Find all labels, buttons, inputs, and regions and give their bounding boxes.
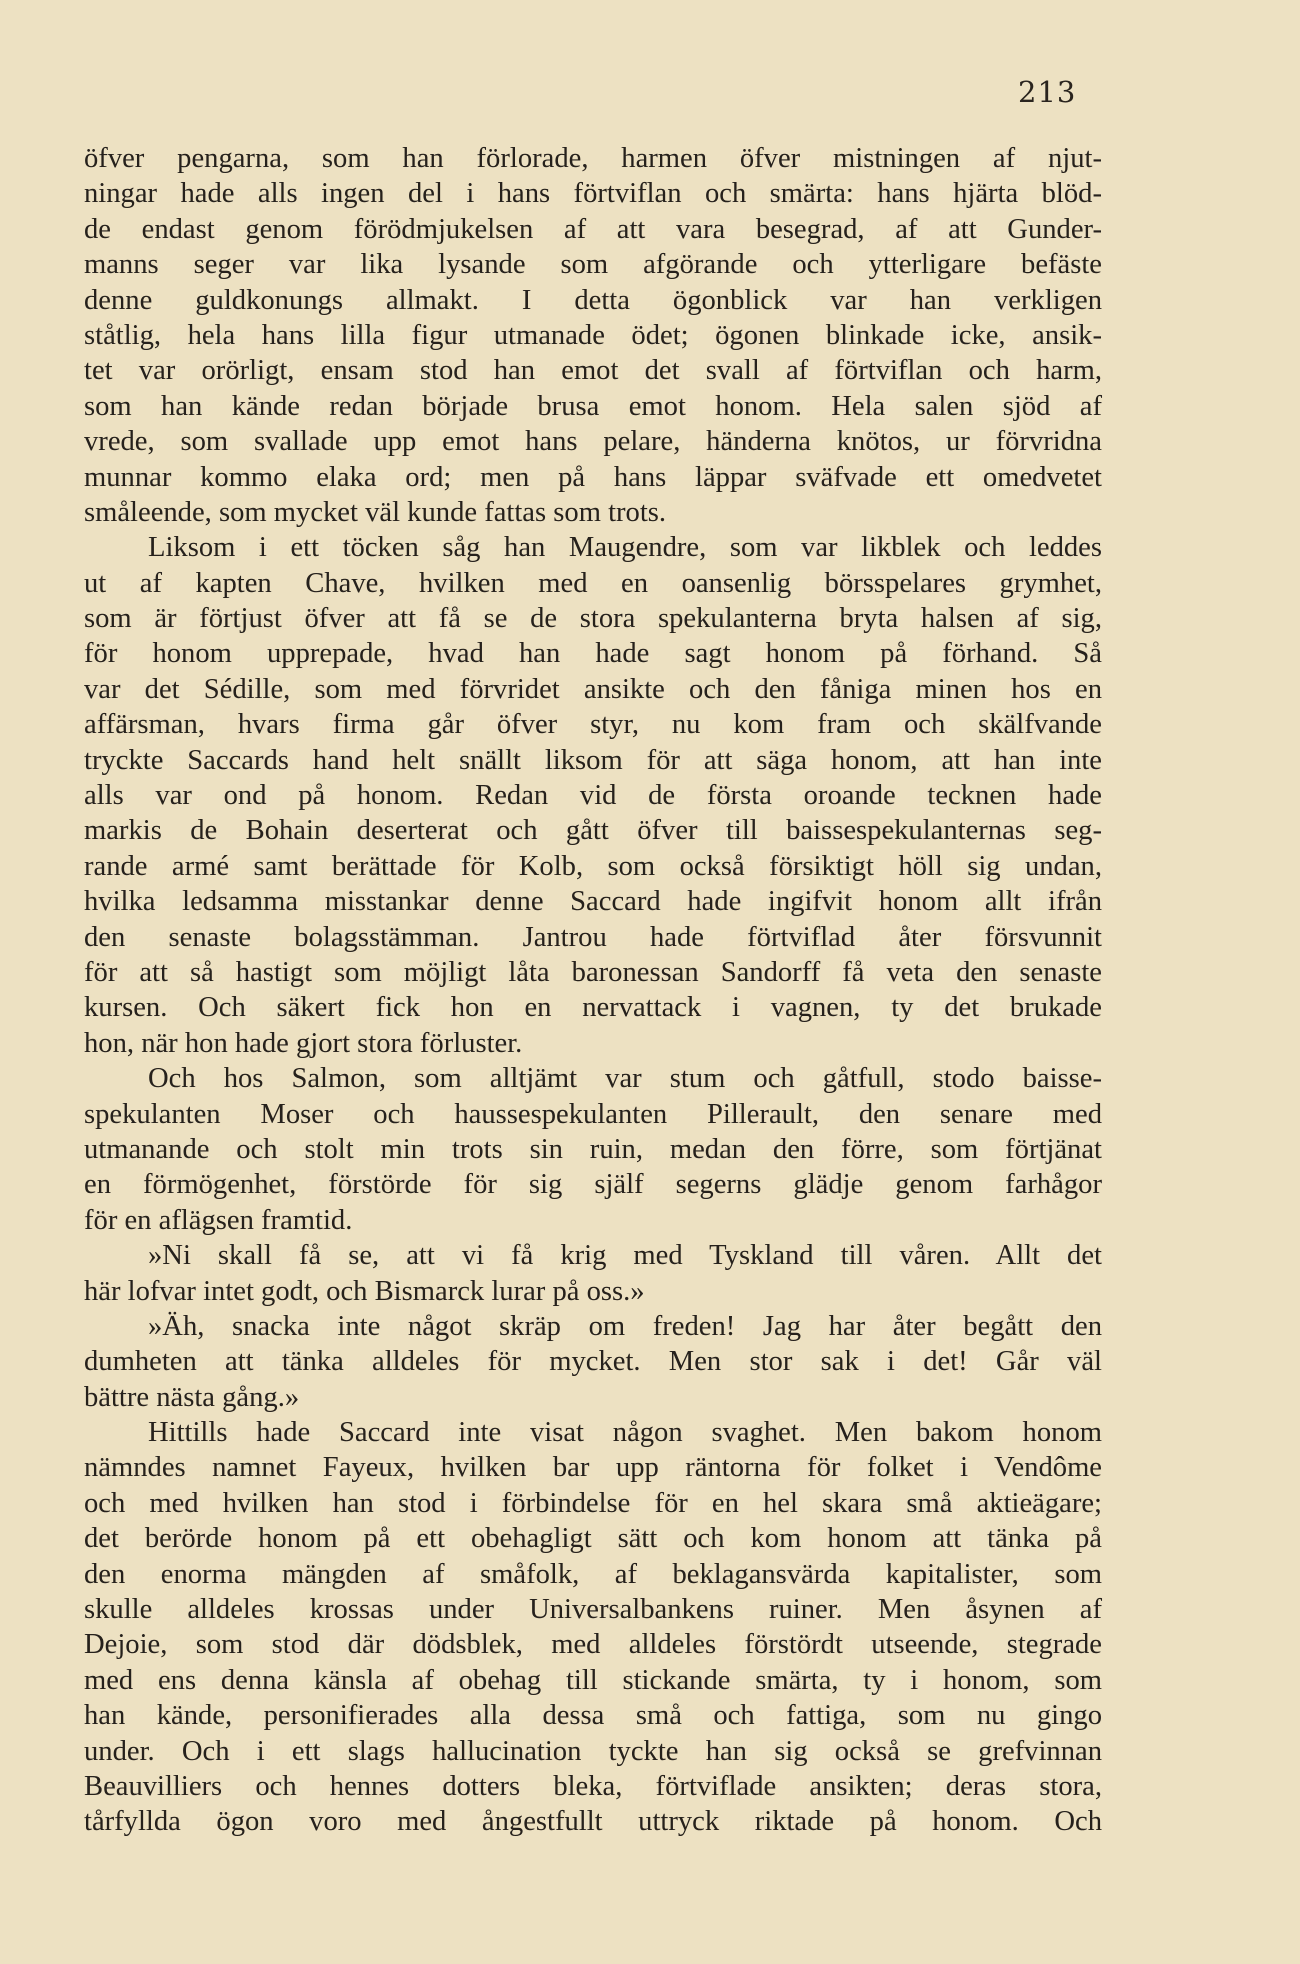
text-line: för en aflägsen framtid. xyxy=(84,1204,353,1236)
text-line: tet var orörligt, ensam stod han emot det svall af förtviflan och harm, xyxy=(84,355,1102,387)
text-line: ståtlig, hela hans lilla figur utmanade ödet; ögonen blinkade icke, ansik- xyxy=(84,319,1102,351)
text-line: spekulanten Moser och haussespekulanten Pillerault, den senare med xyxy=(84,1098,1102,1130)
text-line: hvilka ledsamma misstankar denne Saccard hade ingifvit honom allt ifrån xyxy=(84,886,1102,918)
text-line: hon, när hon hade gjort stora förluster. xyxy=(84,1027,523,1059)
text-line: tårfyllda ögon voro med ångestfullt uttryck riktade på honom. Och xyxy=(84,1806,1102,1838)
text-line: under. Och i ett slags hallucination tyckte han sig också se grefvinnan xyxy=(84,1735,1102,1767)
text-line: tryckte Saccards hand helt snällt liksom för att säga honom, att han inte xyxy=(84,744,1102,776)
text-line: kursen. Och säkert fick hon en nervattack i vagnen, ty det brukade xyxy=(84,992,1102,1024)
body-text xyxy=(84,141,1102,1840)
text-line: en förmögenhet, förstörde för sig själf segerns glädje genom farhågor xyxy=(84,1169,1102,1201)
text-line: Liksom i ett töcken såg han Maugendre, som var likblek och leddes xyxy=(148,532,1102,564)
text-line: med ens denna känsla af obehag till stickande smärta, ty i honom, som xyxy=(84,1664,1102,1696)
text-line: den enorma mängden af småfolk, af beklagansvärda kapitalister, som xyxy=(84,1558,1102,1590)
text-line: utmanande och stolt min trots sin ruin, medan den förre, som förtjänat xyxy=(84,1133,1102,1165)
text-line: som är förtjust öfver att få se de stora spekulanterna bryta halsen af sig, xyxy=(84,603,1102,635)
text-line: öfver pengarna, som han förlorade, harmen öfver mistningen af njut- xyxy=(84,143,1102,174)
text-line: alls var ond på honom. Redan vid de första oroande tecknen hade xyxy=(84,780,1102,812)
text-line: var det Sédille, som med förvridet ansikte och den fåniga minen hos en xyxy=(84,673,1102,705)
text-line: skulle alldeles krossas under Universalbankens ruiner. Men åsynen af xyxy=(84,1594,1102,1626)
text-line: markis de Bohain deserterat och gått öfver till baissespekulanternas seg- xyxy=(84,815,1102,847)
text-line: bättre nästa gång.» xyxy=(84,1381,300,1413)
text-line: ut af kapten Chave, hvilken med en oansenlig börsspelares grymhet, xyxy=(84,567,1102,599)
text-line: rande armé samt berättade för Kolb, som också försiktigt höll sig undan, xyxy=(84,850,1102,882)
text-line: småleende, som mycket väl kunde fattas som trots. xyxy=(84,496,667,528)
text-line: för att så hastigt som möjligt låta baronessan Sandorff få veta den senaste xyxy=(84,956,1102,988)
text-line: denne guldkonungs allmakt. I detta ögonblick var han verkligen xyxy=(84,284,1102,316)
text-line: »Ni skall få se, att vi få krig med Tyskland till våren. Allt det xyxy=(148,1240,1102,1272)
text-line: ningar hade alls ingen del i hans förtviflan och smärta: hans hjärta blöd- xyxy=(84,178,1102,210)
text-line: affärsman, hvars firma går öfver styr, nu kom fram och skälfvande xyxy=(84,709,1102,741)
text-line: Beauvilliers och hennes dotters bleka, förtviflade ansikten; deras stora, xyxy=(84,1770,1102,1802)
text-line: Hittills hade Saccard inte visat någon svaghet. Men bakom honom xyxy=(148,1417,1102,1449)
text-line: och med hvilken han stod i förbindelse för en hel skara små aktieägare; xyxy=(84,1487,1102,1519)
text-line: för honom upprepade, hvad han hade sagt honom på förhand. Så xyxy=(84,638,1102,670)
text-line: nämndes namnet Fayeux, hvilken bar upp räntorna för folket i Vendôme xyxy=(84,1452,1102,1484)
text-line: dumheten att tänka alldeles för mycket. Men stor sak i det! Går väl xyxy=(84,1346,1102,1378)
text-line: »Äh, snacka inte något skräp om freden! Jag har åter begått den xyxy=(148,1310,1102,1342)
text-line: Dejoie, som stod där dödsblek, med alldeles förstördt utseende, stegrade xyxy=(84,1629,1102,1661)
text-line: de endast genom förödmjukelsen af att vara besegrad, af att Gunder- xyxy=(84,213,1102,245)
text-line: som han kände redan började brusa emot honom. Hela salen sjöd af xyxy=(84,390,1102,422)
text-line: han kände, personifierades alla dessa små och fattiga, som nu gingo xyxy=(84,1700,1102,1732)
text-line: det berörde honom på ett obehagligt sätt och kom honom att tänka på xyxy=(84,1523,1102,1555)
text-line: vrede, som svallade upp emot hans pelare, händerna knötos, ur förvridna xyxy=(84,426,1102,458)
text-line: här lofvar intet godt, och Bismarck lurar på oss.» xyxy=(84,1275,645,1307)
text-line: manns seger var lika lysande som afgörande och ytterligare befäste xyxy=(84,249,1102,281)
text-line: Och hos Salmon, som alltjämt var stum och gåtfull, stodo baisse- xyxy=(148,1063,1102,1095)
text-line: den senaste bolagsstämman. Jantrou hade förtviflad åter försvunnit xyxy=(84,921,1102,953)
text-line: munnar kommo elaka ord; men på hans läppar sväfvade ett omedvetet xyxy=(84,461,1102,493)
page-number: 213 xyxy=(1018,75,1077,109)
